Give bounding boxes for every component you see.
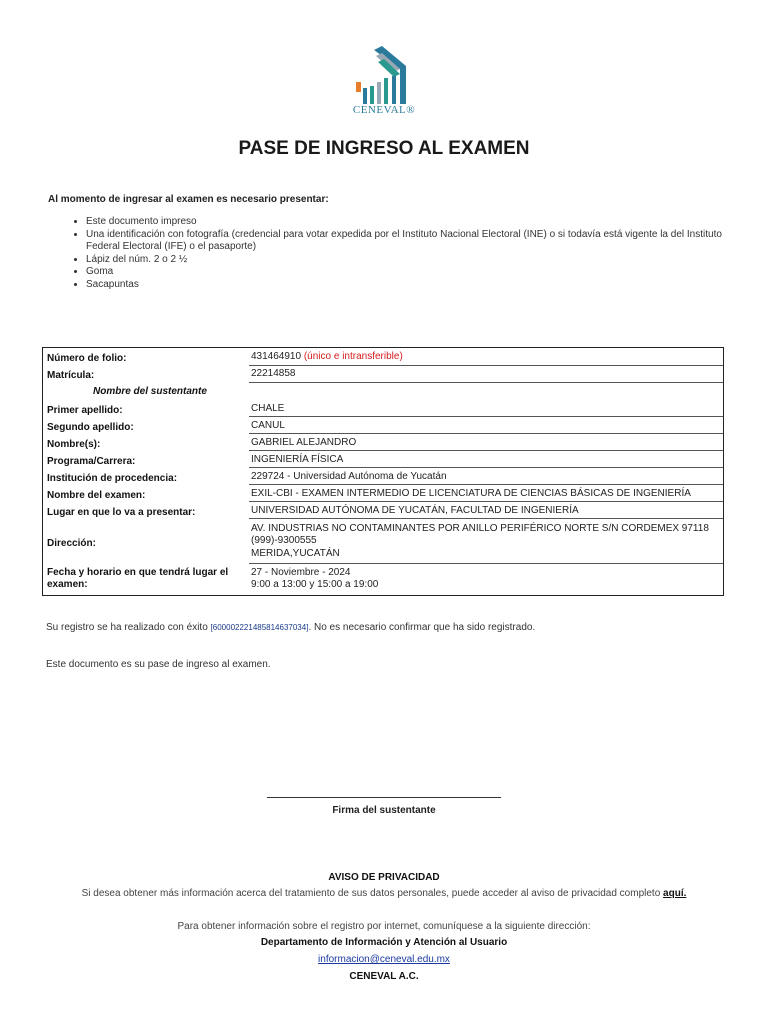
privacy-title: AVISO DE PRIVACIDAD (328, 872, 440, 883)
divider (249, 433, 723, 434)
folio-value: 431464910 (251, 351, 302, 362)
divider (249, 484, 723, 485)
matricula-label: Matrícula: (47, 370, 95, 381)
nombres-label: Nombre(s): (47, 439, 101, 450)
institucion-value: 229724 - Universidad Autónoma de Yucatán (251, 471, 447, 482)
list-item: • Sacapuntas (86, 279, 736, 292)
direccion-label: Dirección: (47, 538, 96, 549)
list-item: • Lápiz del núm. 2 o 2 ½ (86, 254, 736, 267)
logo-text: CENEVAL® (352, 104, 416, 116)
logo-bars (356, 46, 406, 104)
section-heading: Nombre del sustentante (93, 386, 207, 397)
requirements-list (68, 216, 736, 292)
programa-label: Programa/Carrera: (47, 456, 136, 467)
fecha-date: 27 - Noviembre - 2024 (251, 567, 351, 578)
divider (249, 467, 723, 468)
nombres-value: GABRIEL ALEJANDRO (251, 437, 357, 448)
privacy-text: Si desea obtener más información acerca del tratamiento de sus datos personales, puede acceder al aviso de privacidad completo (81, 888, 661, 899)
segundo-apellido-value: CANUL (251, 420, 285, 431)
direccion-value (251, 523, 723, 560)
fecha-label-line: examen: (47, 579, 88, 591)
email-row (0, 954, 768, 965)
divider (249, 416, 723, 417)
registration-table (42, 347, 724, 596)
direccion-line: (999)-9300555 (251, 535, 317, 547)
privacy-text-row (0, 888, 768, 899)
divider (249, 365, 723, 366)
contact-text: Para obtener información sobre el registro por internet, comuníquese a la siguiente dirección: (177, 921, 591, 932)
fecha-horario: 9:00 a 13:00 y 15:00 a 19:00 (251, 579, 379, 591)
privacy-link[interactable]: aquí. (663, 888, 687, 899)
list-item: • Una identificación con fotografía (credencial para votar expedida por el Instituto Nacional Electoral (INE) o si todavía está vigente la del Instituto Federal Electoral (IFE) o el pasaporte) (86, 229, 736, 254)
org-name: CENEVAL A.C. (349, 971, 419, 982)
registro-code: [600002221485814637034] (210, 623, 309, 632)
folio-value-row (251, 351, 723, 363)
registro-message (46, 622, 535, 633)
folio-label: Número de folio: (47, 353, 127, 364)
fecha-label (47, 567, 228, 592)
requirements-heading: Al momento de ingresar al examen es necesario presentar: (48, 194, 329, 205)
programa-value: INGENIERÍA FÍSICA (251, 454, 344, 465)
lugar-label: Lugar en que lo va a presentar: (47, 507, 196, 518)
registro-prefix: Su registro se ha realizado con éxito (46, 622, 208, 633)
institucion-label: Institución de procedencia: (47, 473, 178, 484)
folio-note: (único e intransferible) (303, 351, 403, 362)
department-name: Departamento de Información y Atención al Usuario (260, 937, 508, 948)
page-title: PASE DE INGRESO AL EXAMEN (238, 138, 530, 159)
divider (249, 518, 723, 519)
registro-suffix: . No es necesario confirmar que ha sido registrado. (308, 622, 536, 633)
pase-message: Este documento es su pase de ingreso al examen. (46, 659, 271, 670)
divider (249, 501, 723, 502)
divider (249, 450, 723, 451)
email-link[interactable]: informacion@ceneval.edu.mx (318, 954, 450, 965)
primer-apellido-label: Primer apellido: (47, 405, 123, 416)
signature-line (267, 797, 501, 798)
direccion-line: MERIDA,YUCATÁN (251, 547, 340, 559)
lugar-value: UNIVERSIDAD AUTÓNOMA DE YUCATÁN, FACULTAD DE INGENIERÍA (251, 505, 579, 516)
matricula-value: 22214858 (251, 368, 296, 379)
divider (249, 382, 723, 383)
signature-label: Firma del sustentante (332, 805, 436, 816)
fecha-label-line: Fecha y horario en que tendrá lugar el (47, 567, 229, 578)
divider (249, 563, 723, 564)
segundo-apellido-label: Segundo apellido: (47, 422, 134, 433)
direccion-line: AV. INDUSTRIAS NO CONTAMINANTES POR ANILLO PERIFÉRICO NORTE S/N CORDEMEX 97118 (251, 523, 709, 534)
list-item: • Este documento impreso (86, 216, 736, 229)
fecha-value (251, 567, 723, 592)
primer-apellido-value: CHALE (251, 403, 285, 414)
list-item: • Goma (86, 266, 736, 279)
examen-label: Nombre del examen: (47, 490, 146, 501)
examen-value: EXIL-CBI - EXAMEN INTERMEDIO DE LICENCIATURA DE CIENCIAS BÁSICAS DE INGENIERÍA (251, 488, 691, 499)
